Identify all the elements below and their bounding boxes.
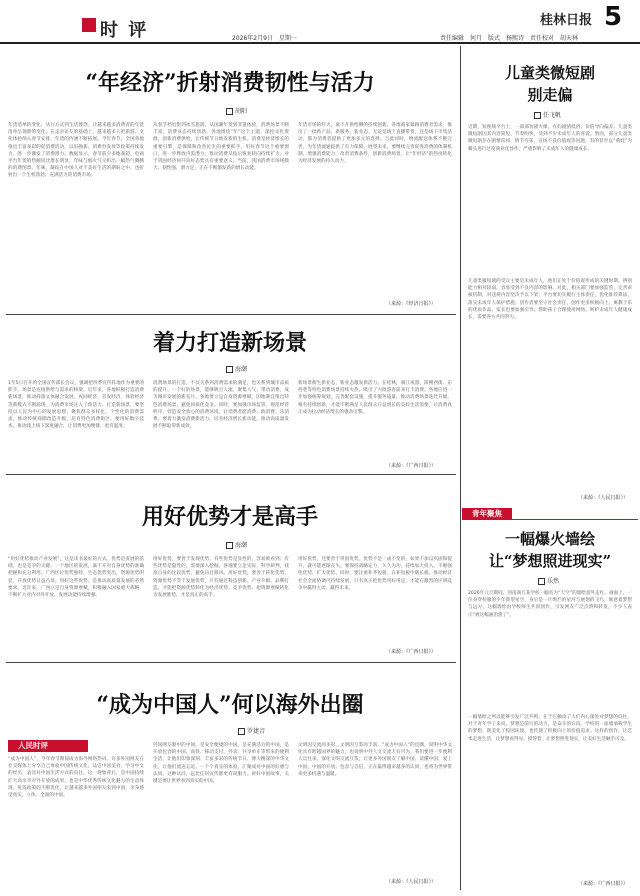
article-5-byline: 任飞帆 (534, 110, 561, 119)
article-5-title-line-2: 别走偏 (527, 86, 573, 104)
article-3-byline: 海潮 (226, 540, 247, 549)
article-1-source: （来源：《经济日报》） (386, 301, 437, 307)
column-divider (460, 46, 461, 890)
article-5-para-2: 儿童类微短剧的受众主要是未成年人，他们正处于价值观形成的关键时期，辨别能力相对较弱，容易受到不良内容的影响。对此，相关部门要加强监管，完善审核机制，对违规内容坚决予以下架；平台要切实履行主体责任，优化推荐算法，落实未成年人保护措施；创作者要坚守社会责任，创作更多积极向上、寓教于乐的优质作品。家长也要加强引导，帮助孩子合理使用网络。呵护未成年人健康成长，需要各方共同努力。 (468, 279, 632, 321)
article-3-col-3: 用好优势，还要善于巩固优势。优势不是一成不变的，如果不加以巩固和提升，就可能逐渐丧失。要保持战略定力，久久为功，持续加大投入，不断强化优势、扩大优势。同时，要注重补齐短板，在补短板中锻长板，推动经济社会全面协调可持续发展。只有真正把优势用好用足，才能在激烈的区域竞争中赢得主动、赢得未来。 (298, 557, 452, 591)
article-1-col-3: 年货市场的红火，离不开供给侧的持续创新。各地商家紧跟消费者需求，推出了一批新产品、新服务、新业态。无论是线上直播带货，还是线下市集活动，都为消费者提供了更加多元的选择。与此同时，物流配送体系不断完善，为年货流通提供了有力保障。展望未来，要继续完善促进消费的体制机制，增强消费能力，改善消费条件，创新消费场景，让“年经济”的热度转化为经济发展的持久动力。 (298, 123, 452, 165)
article-5-title-line-1: 儿童类微短剧 (504, 64, 595, 82)
article-4-col-1: “成为中国人”，今年春节期间成为海外网络热词。许多外国网友在社交媒体上分享自己体验中国传统文化、品尝中国美食、学习中文的经历，表达对中国生活方式的向往。这一现象背后，是中国持续扩大高水平对外开放的成果，也是中华优秀传统文化魅力的生动体现。免签政策的不断优化，让越来越多外国朋友来到中国，亲身感受真实、立体、全面的中国。 (8, 757, 144, 799)
article-2-byline: 海潮 (226, 364, 247, 373)
article-2-col-2: 消费场景的打造，不仅关系到消费需求的满足，也关系到城市品质的提升。一个好的场景，能够吸引人流、聚集人气、带动消费，成为城市发展的新名片。各地要立足自身资源禀赋，因地制宜推出特色消费场景，避免同质化竞争。同时，要加强市场监管，规范经营秩序，营造安全放心的消费环境，让消费者愿消费、敢消费、乐消费。要着力激发消费新活力，培育经济增长新动能，推动高质量发展不断取得新成效。 (153, 381, 289, 430)
byline-square-icon (226, 542, 233, 549)
tag-label: 人民时评 (18, 741, 48, 750)
byline-square-icon (534, 112, 541, 119)
newspaper-brand: 桂林日报 (540, 13, 593, 28)
separator (6, 314, 456, 315)
article-6-para-1: 2026年元旦期间，河南商丘某学校一幅名为“天空”的墙绘意外走红。画面上，一位身穿校服的少年仰望星空，身后是一片绚烂的星河与展翅的飞鸟，寓意着梦想与远方。这幅墙绘由学校师生共同创作，引发网友广泛点赞和转发，不少人表示“被这幅画治愈了”。 (468, 591, 632, 618)
byline-square-icon (538, 578, 545, 585)
article-1-col-1: 年货清单的变化，从行方式到生活理念，让越来越多消费者的年货清单呈现新的变化。在走亲访友的基础上，越来越多人把旅游、文化体验纳入春节安排，年货的内涵不断拓展。今年春节，全国各地推出丰富多彩的促消费活动，以旧换新、消费券发放等政策持续发力，进一步激发了消费潜力。数据显示，春节前夕多地商超、电商平台年货销售额同比增长明显，年味与烟火气交织出一幅热气腾腾的消费图景。年味，凝结在中国人对于美好生活的期盼之中，也折射出一个生机勃勃、充满活力的消费市场。 (8, 123, 144, 179)
article-5-source: （来源：《人民日报》） (578, 495, 629, 501)
editor-credits: 责任编辑 何月 版式 杨熙诗 责任校对 胡天林 (440, 35, 579, 42)
article-6-source: （来源：《广西日报》） (578, 881, 629, 887)
article-3-source: （来源：《广西日报》） (386, 649, 437, 655)
article-2-source: （来源：《广西日报》） (386, 463, 437, 469)
byline-square-icon (226, 366, 233, 373)
article-6-para-2: 一幅墙绘之所以能够引发广泛共鸣，在于它触动了人们内心深处对梦想的向往。对于青年学子来说，梦想是前行的动力，是奋斗的方向。学校用一面墙承载学生的梦想，既美化了校园环境，也传递了积极向上的价值追求。这样的创作，让艺术走进生活，让梦想看得见、摸得着，让梦想照进现实，让美好生活触手可及。 (468, 715, 632, 742)
article-6-byline: 乐然 (538, 576, 559, 585)
byline-square-icon (226, 108, 233, 115)
tag-label: 青年聚焦 (462, 508, 512, 519)
header-rule (0, 42, 640, 44)
article-4-byline: 罗捷音 (238, 726, 265, 735)
article-3-col-2: 用好优势，要善于发现优势。有些优势是显性的，容易被看到；有些优势是隐性的，需要深入挖掘。各地要立足实际，科学研判，找准自身的比较优势，避免盲目跟风。用好优势，要善于转化优势。资源优势不等于发展优势，只有通过科技创新、产业升级、品牌打造，才能把资源优势转化为经济优势、竞争优势。把资源禀赋转化为发展胜势，才是真正的高手。 (153, 557, 289, 599)
separator (6, 662, 456, 663)
byline-square-icon (238, 728, 245, 735)
article-6-title-line-2: 让“梦想照进现实” (488, 552, 612, 570)
section-tag-marker (82, 18, 96, 32)
article-4-col-3: 文明因交流而多彩，文明因互鉴而丰富。“成为中国人”的出圈，说明中华文化具有跨越国界的魅力，也说明中外人文交流大有可为。我们要进一步便利人员往来，深化文明交流互鉴，让更多外国朋友了解中国、读懂中国、爱上中国。中国的开放、包容与自信，正在赢得越来越多的认同，也将为世界带来更多机遇与温暖。 (298, 743, 452, 777)
article-2-col-1: 1至5日召开的全国宣传部长会议，强调把四季宣传阵地作为重要的抓手。场景是连接供给与需求的桥梁。近年来，各地积极打造消费新场景，推动商旅文体融合发展，夜间经济、首发经济、体验经济等新模式不断涌现，为消费市场注入了新活力。打造新场景，要坚持以人民为中心的发展思想，聚焦群众多样化、个性化的消费需求，推动传统商圈改造升级，培育特色消费街区。要用好数字技术，推动线上线下深度融合，让消费更加便捷、更有温度。 (8, 381, 144, 430)
page-number: 5 (604, 2, 623, 32)
issue-date: 2026年2月9日 星期一 (232, 35, 297, 42)
article-1-title: “年经济”折射消费韧性与活力 (85, 70, 375, 96)
article-4-col-2: 外国网友眼中的中国，是安全便捷的中国，是充满活力的中国，是开放包容的中国。高铁、移动支付、外卖、共享单车等带来的便利生活，让他们印象深刻；丰富多彩的传统节日、博大精深的中华文化，让他们流连忘返。一个个真实的体验，汇聚成对中国的好感与认同。这种认同，远比任何宣传都更有说服力。讲好中国故事，关键是要让世界看到真实的中国。 (153, 743, 289, 785)
article-1-byline: 胡阳 (226, 106, 247, 115)
section-tag: 时 评 (100, 20, 149, 41)
separator (6, 474, 456, 475)
article-4-source: （来源：《人民日报》） (386, 879, 437, 885)
article-4-title: “成为中国人”何以海外出圈 (96, 692, 364, 718)
article-2-title: 着力打造新场景 (152, 330, 307, 356)
article-3-col-1: “用好优势推动产业发展”，这是读书最好的方式。优势是发展的基础，也是竞争的关键。一个地区的发展，离不开对自身优势的准确把握和充分利用。广西区位优势独特，生态优势突出，资源优势明显，开放优势日益凸显。用好这些优势，是推动高质量发展的必然要求。近年来，广西立足自身资源禀赋，积极融入国家重大战略，不断扩大对内对外开放，发展动能持续增强。 (8, 557, 144, 599)
youth-focus-tag (462, 508, 638, 520)
article-3-title: 用好优势才是高手 (141, 504, 318, 530)
people-commentary-tag (8, 740, 108, 752)
article-2-col-3: 新场景催生新业态，新业态激发新活力。在桂林，漓江夜游、阳朔西街、东西巷等特色消费场景持续火热，吸引了大批游客前来打卡消费。各地应进一步加强统筹规划，完善配套设施，提升服务质量，推动消费场景迭代升级。唯有持续创新，才能不断满足人民群众日益增长的美好生活需要，让消费真正成为拉动经济增长的强劲引擎。 (298, 381, 452, 415)
article-1-col-2: 从春节档电影到冰雪旅游，从国潮年货到非遗体验，消费场景不断丰富，消费业态持续创新。各地围绕“年”这个主题，深挖文化资源，创新消费供给，让传统节日焕发新的生机。消费是经济增长的重要引擎，是保障和改善民生的重要抓手。用好春节这个重要窗口，进一步释放内需潜力，推动消费从疫后恢复转向持续扩大，对于巩固经济回升向好态势具有重要意义。当前，我国消费市场规模大、韧性强、潜力足，正在不断激发新的增长动能。 (153, 123, 289, 172)
article-5-para-1: 近期，短视频平台上，一部部短剧火爆，有的剧情低俗、价值导向偏差。儿童类微短剧因其内容简短、节奏明快，受到不少未成年人的喜爱。然而，部分儿童类微短剧存在剧情雷同、情节夸张、宣扬不良价值观等问题，有的甚至以“萌娃”为噱头进行过度商业化炒作，严重影响了未成年人的健康成长。 (468, 125, 632, 152)
article-6-title-line-1: 一幅爆火墙绘 (504, 530, 595, 548)
